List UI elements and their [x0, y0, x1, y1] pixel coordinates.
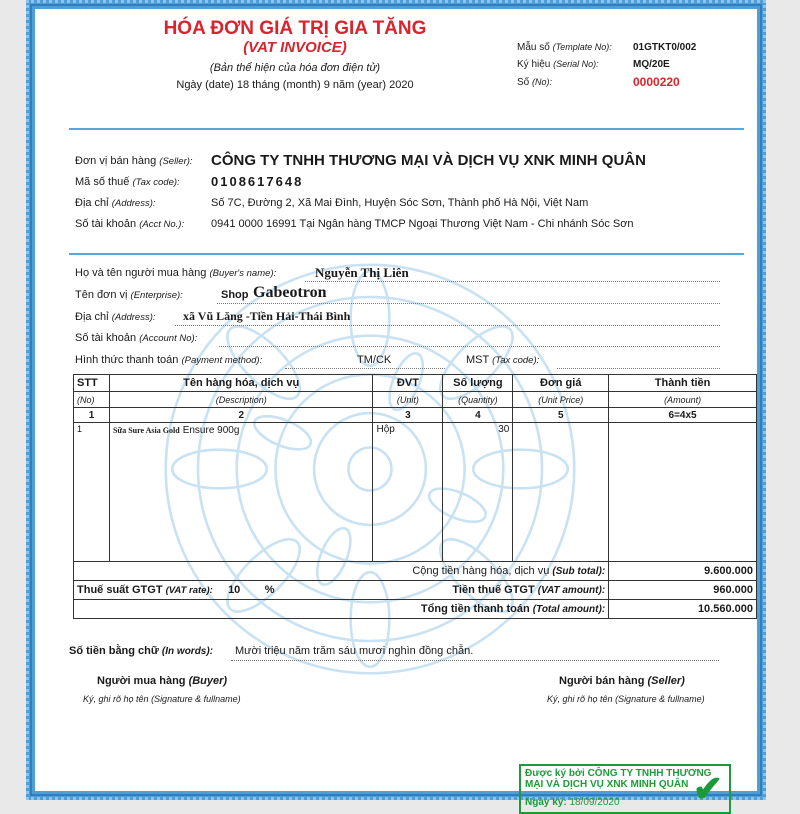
- buyer-address: xã Vũ Lăng -Tiền Hải-Thái Bình: [183, 309, 351, 323]
- row-desc-a: Sữa Sure Asia Gold: [112, 426, 180, 435]
- stamp-line-1: Được ký bởi CÔNG TY TNHH THƯƠNG: [525, 768, 712, 779]
- invoice-subtitle: (VAT INVOICE): [243, 39, 347, 56]
- payment-label: Hình thức thanh toán (Payment method):: [75, 354, 263, 366]
- row-price: [513, 423, 609, 562]
- vat-amount-value: 960.000: [609, 581, 757, 600]
- seller-address: Số 7C, Đường 2, Xã Mai Đình, Huyện Sóc Sơn, Thành phố Hà Nội, Việt Nam: [211, 197, 589, 209]
- row-desc: [109, 423, 373, 562]
- buyer-signature-note: Ký, ghi rõ họ tên (Signature & fullname): [83, 694, 241, 704]
- buyer-mst-line: [557, 368, 720, 369]
- col-header-unit: ĐVT: [373, 375, 443, 392]
- buyer-address-line: [175, 325, 720, 326]
- template-value: 01GTKT0/002: [633, 42, 697, 53]
- buyer-ent-prefix: Shop: [221, 289, 249, 301]
- vat-row: [74, 581, 757, 600]
- seller-signature-title: Người bán hàng (Seller): [559, 675, 685, 687]
- vat-amount-label: Tiền thuế GTGT (VAT amount):: [443, 581, 609, 600]
- col-header-qty: Số lượng: [443, 375, 513, 392]
- subtotal-value: 9.600.000: [609, 562, 757, 581]
- seller-tax-label: Mã số thuế (Tax code):: [75, 176, 180, 188]
- col-header-desc-en: (Description): [109, 392, 373, 408]
- table-header-row: [74, 375, 757, 392]
- row-unit: Hộp: [373, 423, 443, 562]
- col-header-price-en: (Unit Price): [513, 392, 609, 408]
- buyer-name-label: Họ và tên người mua hàng (Buyer's name):: [75, 267, 277, 279]
- col-header-amount-en: (Amount): [609, 392, 757, 408]
- payment-line: [285, 368, 445, 369]
- vat-rate-cell: Thuế suất GTGT (VAT rate): 10 %: [74, 581, 443, 600]
- digital-signature-stamp: [519, 764, 731, 814]
- col-header-unit-en: (Unit): [373, 392, 443, 408]
- serial-value: MQ/20E: [633, 59, 670, 70]
- buyer-signature-title: Người mua hàng (Buyer): [97, 675, 228, 687]
- col-num-1: 1: [74, 408, 110, 423]
- buyer-enterprise: Gabeotron: [253, 284, 327, 301]
- invoice-note: (Bản thể hiện của hóa đơn điện tử): [209, 62, 381, 74]
- seller-name-label: Đơn vị bán hàng (Seller):: [75, 155, 193, 167]
- words-label: Số tiền bằng chữ (In words):: [69, 645, 214, 657]
- seller-address-label: Địa chỉ (Address):: [75, 197, 156, 209]
- buyer-acct-line: [219, 346, 720, 347]
- row-qty: 30: [443, 423, 513, 562]
- items-table: [73, 374, 757, 619]
- col-header-no: STT: [74, 375, 110, 392]
- total-row: [74, 600, 757, 619]
- seller-acct-label: Số tài khoản (Acct No.):: [75, 218, 185, 230]
- stamp-line-2: MẠI VÀ DỊCH VỤ XNK MINH QUÂN: [525, 779, 689, 790]
- payment-method: TM/CK: [357, 354, 392, 366]
- buyer-acct-label: Số tài khoản (Account No):: [75, 332, 198, 344]
- col-num-4: 4: [443, 408, 513, 423]
- table-row: [74, 423, 757, 562]
- amount-in-words: Mười triệu năm trăm sáu mươi nghìn đồng chẵn.: [235, 645, 474, 657]
- number-label: Số (No):: [517, 77, 553, 88]
- seller-acct: 0941 0000 16991 Tại Ngân hàng TMCP Ngoại Thương Việt Nam - Chi nhánh Sóc Sơn: [211, 218, 634, 230]
- divider-top: [69, 128, 744, 130]
- col-num-6: 6=4x5: [609, 408, 757, 423]
- serial-label: Ký hiệu (Serial No):: [517, 59, 599, 70]
- col-num-3: 3: [373, 408, 443, 423]
- col-num-2: 2: [109, 408, 373, 423]
- buyer-name: Nguyễn Thị Liên: [315, 265, 409, 280]
- total-label: Tổng tiền thanh toán (Total amount):: [74, 600, 609, 619]
- seller-signature-note: Ký, ghi rõ họ tên (Signature & fullname): [547, 694, 705, 704]
- subtotal-row: [74, 562, 757, 581]
- checkmark-icon: ✔: [692, 768, 723, 809]
- row-desc-b: Ensure 900g: [182, 425, 240, 436]
- col-header-price: Đơn giá: [513, 375, 609, 392]
- row-no: 1: [74, 423, 110, 562]
- vat-rate: 10: [228, 584, 241, 596]
- stamp-date: Ngày ký: 18/09/2020: [525, 797, 620, 808]
- buyer-ent-line: [217, 303, 720, 304]
- buyer-name-line: [305, 281, 720, 282]
- template-label: Mẫu số (Template No):: [517, 42, 612, 53]
- col-header-amount: Thành tiền: [609, 375, 757, 392]
- buyer-ent-label: Tên đơn vị (Enterprise):: [75, 289, 183, 301]
- seller-name: CÔNG TY TNHH THƯƠNG MẠI VÀ DỊCH VỤ XNK MINH QUÂN: [211, 152, 646, 169]
- buyer-mst-label: MST (Tax code):: [466, 354, 540, 366]
- col-header-no-en: (No): [74, 392, 110, 408]
- invoice-number: 0000220: [633, 75, 680, 89]
- table-header-en-row: [74, 392, 757, 408]
- col-num-5: 5: [513, 408, 609, 423]
- col-header-qty-en: (Quantity): [443, 392, 513, 408]
- total-value: 10.560.000: [609, 600, 757, 619]
- invoice-title: HÓA ĐƠN GIÁ TRỊ GIA TĂNG: [163, 18, 427, 39]
- buyer-address-label: Địa chỉ (Address):: [75, 311, 156, 323]
- row-amount: [609, 423, 757, 562]
- subtotal-label: Cộng tiền hàng hóa, dịch vụ (Sub total):: [74, 562, 609, 581]
- table-numbering-row: [74, 408, 757, 423]
- invoice-page: [26, 0, 766, 809]
- words-line: [231, 660, 719, 661]
- col-header-desc: Tên hàng hóa, dịch vụ: [109, 375, 373, 392]
- divider-middle: [69, 253, 744, 255]
- seller-tax: 0108617648: [211, 174, 304, 189]
- invoice-date: Ngày (date) 18 tháng (month) 9 năm (year) 2020: [176, 79, 414, 91]
